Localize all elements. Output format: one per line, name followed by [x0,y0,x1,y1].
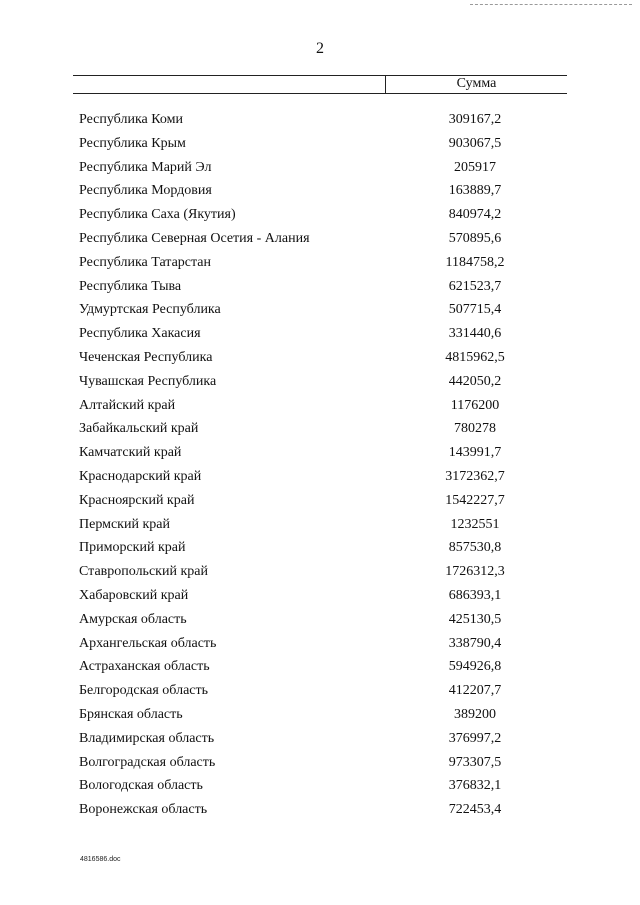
region-name: Вологодская область [79,778,203,794]
table-row [0,703,640,727]
region-amount: 143991,7 [448,445,502,461]
table-row [0,679,640,703]
table-row [0,751,640,775]
region-name: Республика Тыва [79,278,182,294]
region-name: Владимирская область [79,730,215,746]
region-name: Брянская область [79,706,183,722]
region-amount: 1184758,2 [445,254,505,270]
region-amount: 722453,4 [448,802,502,818]
region-name: Амурская область [79,611,187,627]
table-row [0,227,640,251]
region-name: Алтайский край [79,397,176,413]
region-amount: 3172362,7 [445,468,505,484]
region-name: Воронежская область [79,802,208,818]
table-row [0,584,640,608]
region-amount: 1176200 [450,397,500,413]
region-name: Камчатский край [79,445,182,461]
region-amount: 425130,5 [448,611,502,627]
region-amount: 338790,4 [448,635,502,651]
region-name: Удмуртская Республика [79,302,221,318]
region-name: Чеченская Республика [79,349,213,365]
table-row [0,441,640,465]
region-name: Республика Крым [79,135,186,151]
region-name: Республика Марий Эл [79,159,212,175]
region-amount-table [0,108,640,822]
table-row [0,346,640,370]
region-name: Республика Коми [79,112,183,127]
table-row [0,727,640,751]
region-name: Чувашская Республика [79,373,217,389]
table-row [0,608,640,632]
region-amount: 376832,1 [448,778,502,794]
table-row [0,322,640,346]
table-row [0,774,640,798]
table-row [0,156,640,180]
region-amount: 412207,7 [448,683,502,699]
region-amount: 309167,2 [448,112,502,127]
table-row [0,179,640,203]
region-name: Республика Мордовия [79,183,212,199]
table-row [0,298,640,322]
region-name: Республика Татарстан [79,254,212,270]
region-amount: 903067,5 [448,135,502,151]
region-name: Астраханская область [79,659,210,675]
table-row [0,560,640,584]
table-row [0,798,640,822]
region-amount: 507715,4 [448,302,502,318]
footer-file-name: 4816586.doc [80,856,121,863]
table-row [0,370,640,394]
region-amount: 780278 [454,421,496,437]
table-row [0,417,640,441]
page-number: 2 [316,40,324,57]
region-amount: 594926,8 [448,659,502,675]
region-name: Архангельская область [79,635,217,651]
region-amount: 1232551 [450,516,500,532]
table-row [0,132,640,156]
table-row [0,489,640,513]
region-name: Республика Саха (Якутия) [79,207,236,223]
region-amount: 389200 [454,706,496,722]
region-amount: 857530,8 [448,540,502,556]
region-amount: 570895,6 [448,230,502,246]
region-amount: 163889,7 [448,183,502,199]
region-name: Красноярский край [79,492,195,508]
region-amount: 4815962,5 [445,349,505,365]
region-name: Пермский край [79,516,170,532]
region-name: Хабаровский край [79,587,189,603]
region-amount: 331440,6 [448,326,502,342]
region-name: Белгородская область [79,683,209,699]
region-name: Краснодарский край [79,468,202,484]
region-name: Республика Северная Осетия - Алания [79,230,310,246]
amount-column-header: Сумма [456,76,497,91]
region-name: Забайкальский край [79,421,199,437]
table-row [0,655,640,679]
region-amount: 376997,2 [448,730,502,746]
region-amount: 1542227,7 [445,492,505,508]
table-row [0,108,640,132]
header-rule-bottom [73,93,567,94]
region-name: Республика Хакасия [79,326,201,342]
table-row [0,536,640,560]
table-row [0,513,640,537]
region-name: Приморский край [79,540,186,556]
table-row [0,465,640,489]
table-row [0,394,640,418]
region-name: Ставропольский край [79,564,208,580]
table-row [0,275,640,299]
table-row [0,203,640,227]
region-amount: 973307,5 [448,754,502,770]
scan-artifact-marks [470,4,632,8]
region-amount: 205917 [454,159,496,175]
table-row [0,632,640,656]
region-name: Волгоградская область [79,754,216,770]
region-amount: 1726312,3 [445,564,505,580]
region-amount: 621523,7 [448,278,502,294]
region-amount: 840974,2 [448,207,502,223]
region-amount: 686393,1 [448,587,502,603]
region-amount: 442050,2 [448,373,502,389]
table-row [0,251,640,275]
